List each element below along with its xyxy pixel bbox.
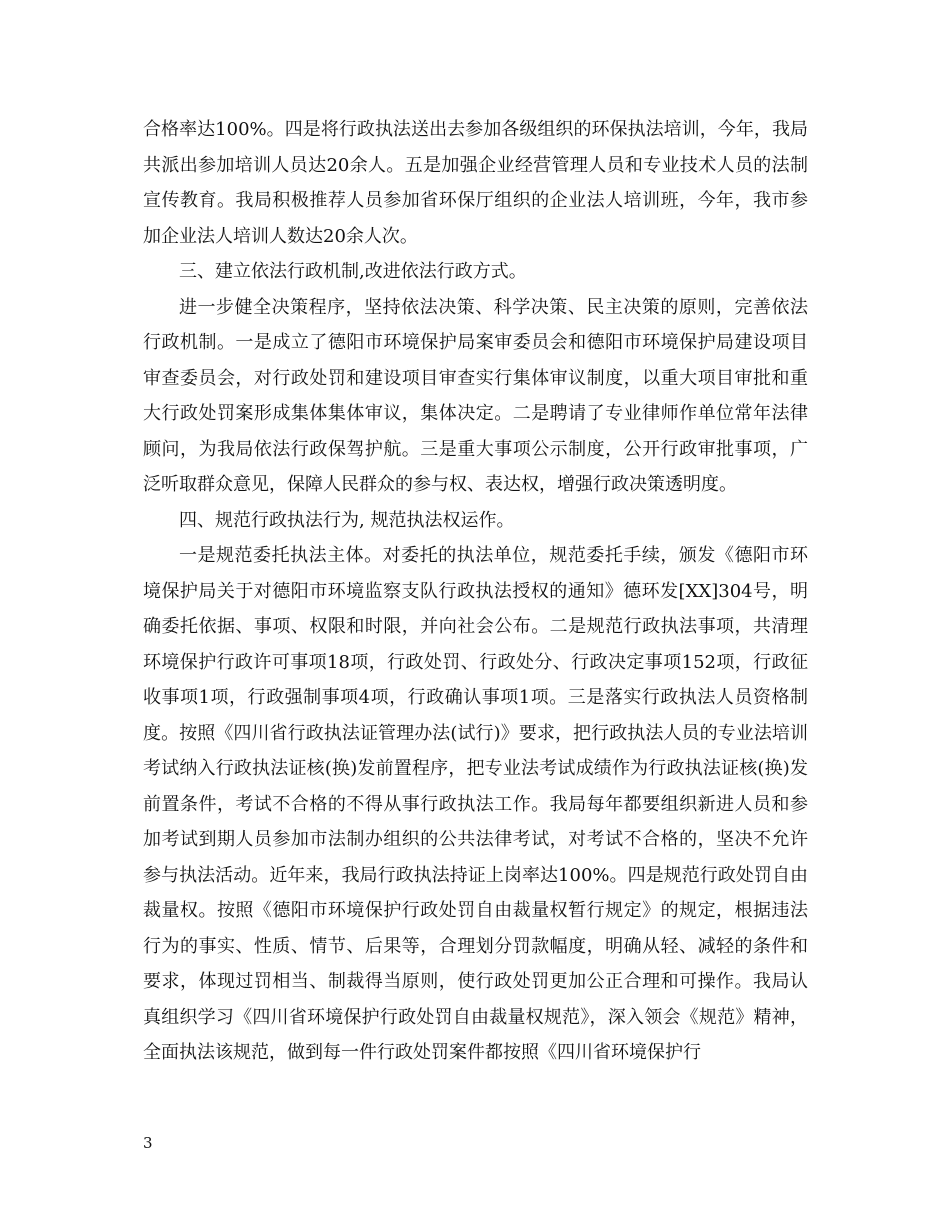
page-number: 3 [143,1134,153,1152]
document-body [143,112,808,1071]
paragraph-decision-procedure: 进一步健全决策程序，坚持依法决策、科学决策、民主决策的原则，完善依法行政机制。一是成立了德阳市环境保护局案审委员会和德阳市环境保护局建设项目审查委员会，对行政处罚和建设项目审查实行集体审议制度，以重大项目审批和重大行政处罚案形成集体集体审议，集体决定。二是聘请了专业律师作单位常年法律顾问，为我局依法行政保驾护航。三是重大事项公示制度，公开行政审批事项，广泛听取群众意见，保障人民群众的参与权、表达权，增强行政决策透明度。 [143,296,808,495]
paragraph-continuation: 合格率达100%。四是将行政执法送出去参加各级组织的环保执法培训，今年，我局共派出参加培训人员达20余人。五是加强企业经营管理人员和专业技术人员的法制宣传教育。我局积极推荐人员参加省环保厅组织的企业法人培训班，今年，我市参加企业法人培训人数达20余人次。 [143,119,808,247]
section-heading-four: 四、规范行政执法行为, 规范执法权运作。 [179,509,515,531]
section-heading-three: 三、建立依法行政机制,改进依法行政方式。 [179,261,527,282]
paragraph-enforcement-norms: 一是规范委托执法主体。对委托的执法单位，规范委托手续，颁发《德阳市环境保护局关于对德阳市环境监察支队行政执法授权的通知》德环发[XX]304号，明确委托依据、事项、权限和时限，并向社会公布。二是规范行政执法事项，共清理环境保护行政许可事项18项，行政处罚、行政处分、行政决定事项152项，行政征收事项1项，行政强制事项4项，行政确认事项1项。三是落实行政执法人员资格制度。按照《四川省行政执法证管理办法(试行)》要求，把行政执法人员的专业法培训考试纳入行政执法证核(换)发前置程序，把专业法考试成绩作为行政执法证核(换)发前置条件，考试不合格的不得从事行政执法工作。我局每年都要组织新进人员和参加考试到期人员参加市法制办组织的公共法律考试，对考试不合格的，坚决不允许参与执法活动。近年来，我局行政执法持证上岗率达100%。四是规范行政处罚自由裁量权。按照《德阳市环境保护行政处罚自由裁量权暂行规定》的规定，根据违法行为的事实、性质、情节、后果等，合理划分罚款幅度，明确从轻、减轻的条件和要求，体现过罚相当、制裁得当原则，使行政处罚更加公正合理和可操作。我局认真组织学习《四川省环境保护行政处罚自由裁量权规范》，深入领会《规范》精神，全面执法该规范，做到每一件行政处罚案件都按照《四川省环境保护行 [143,545,808,1063]
